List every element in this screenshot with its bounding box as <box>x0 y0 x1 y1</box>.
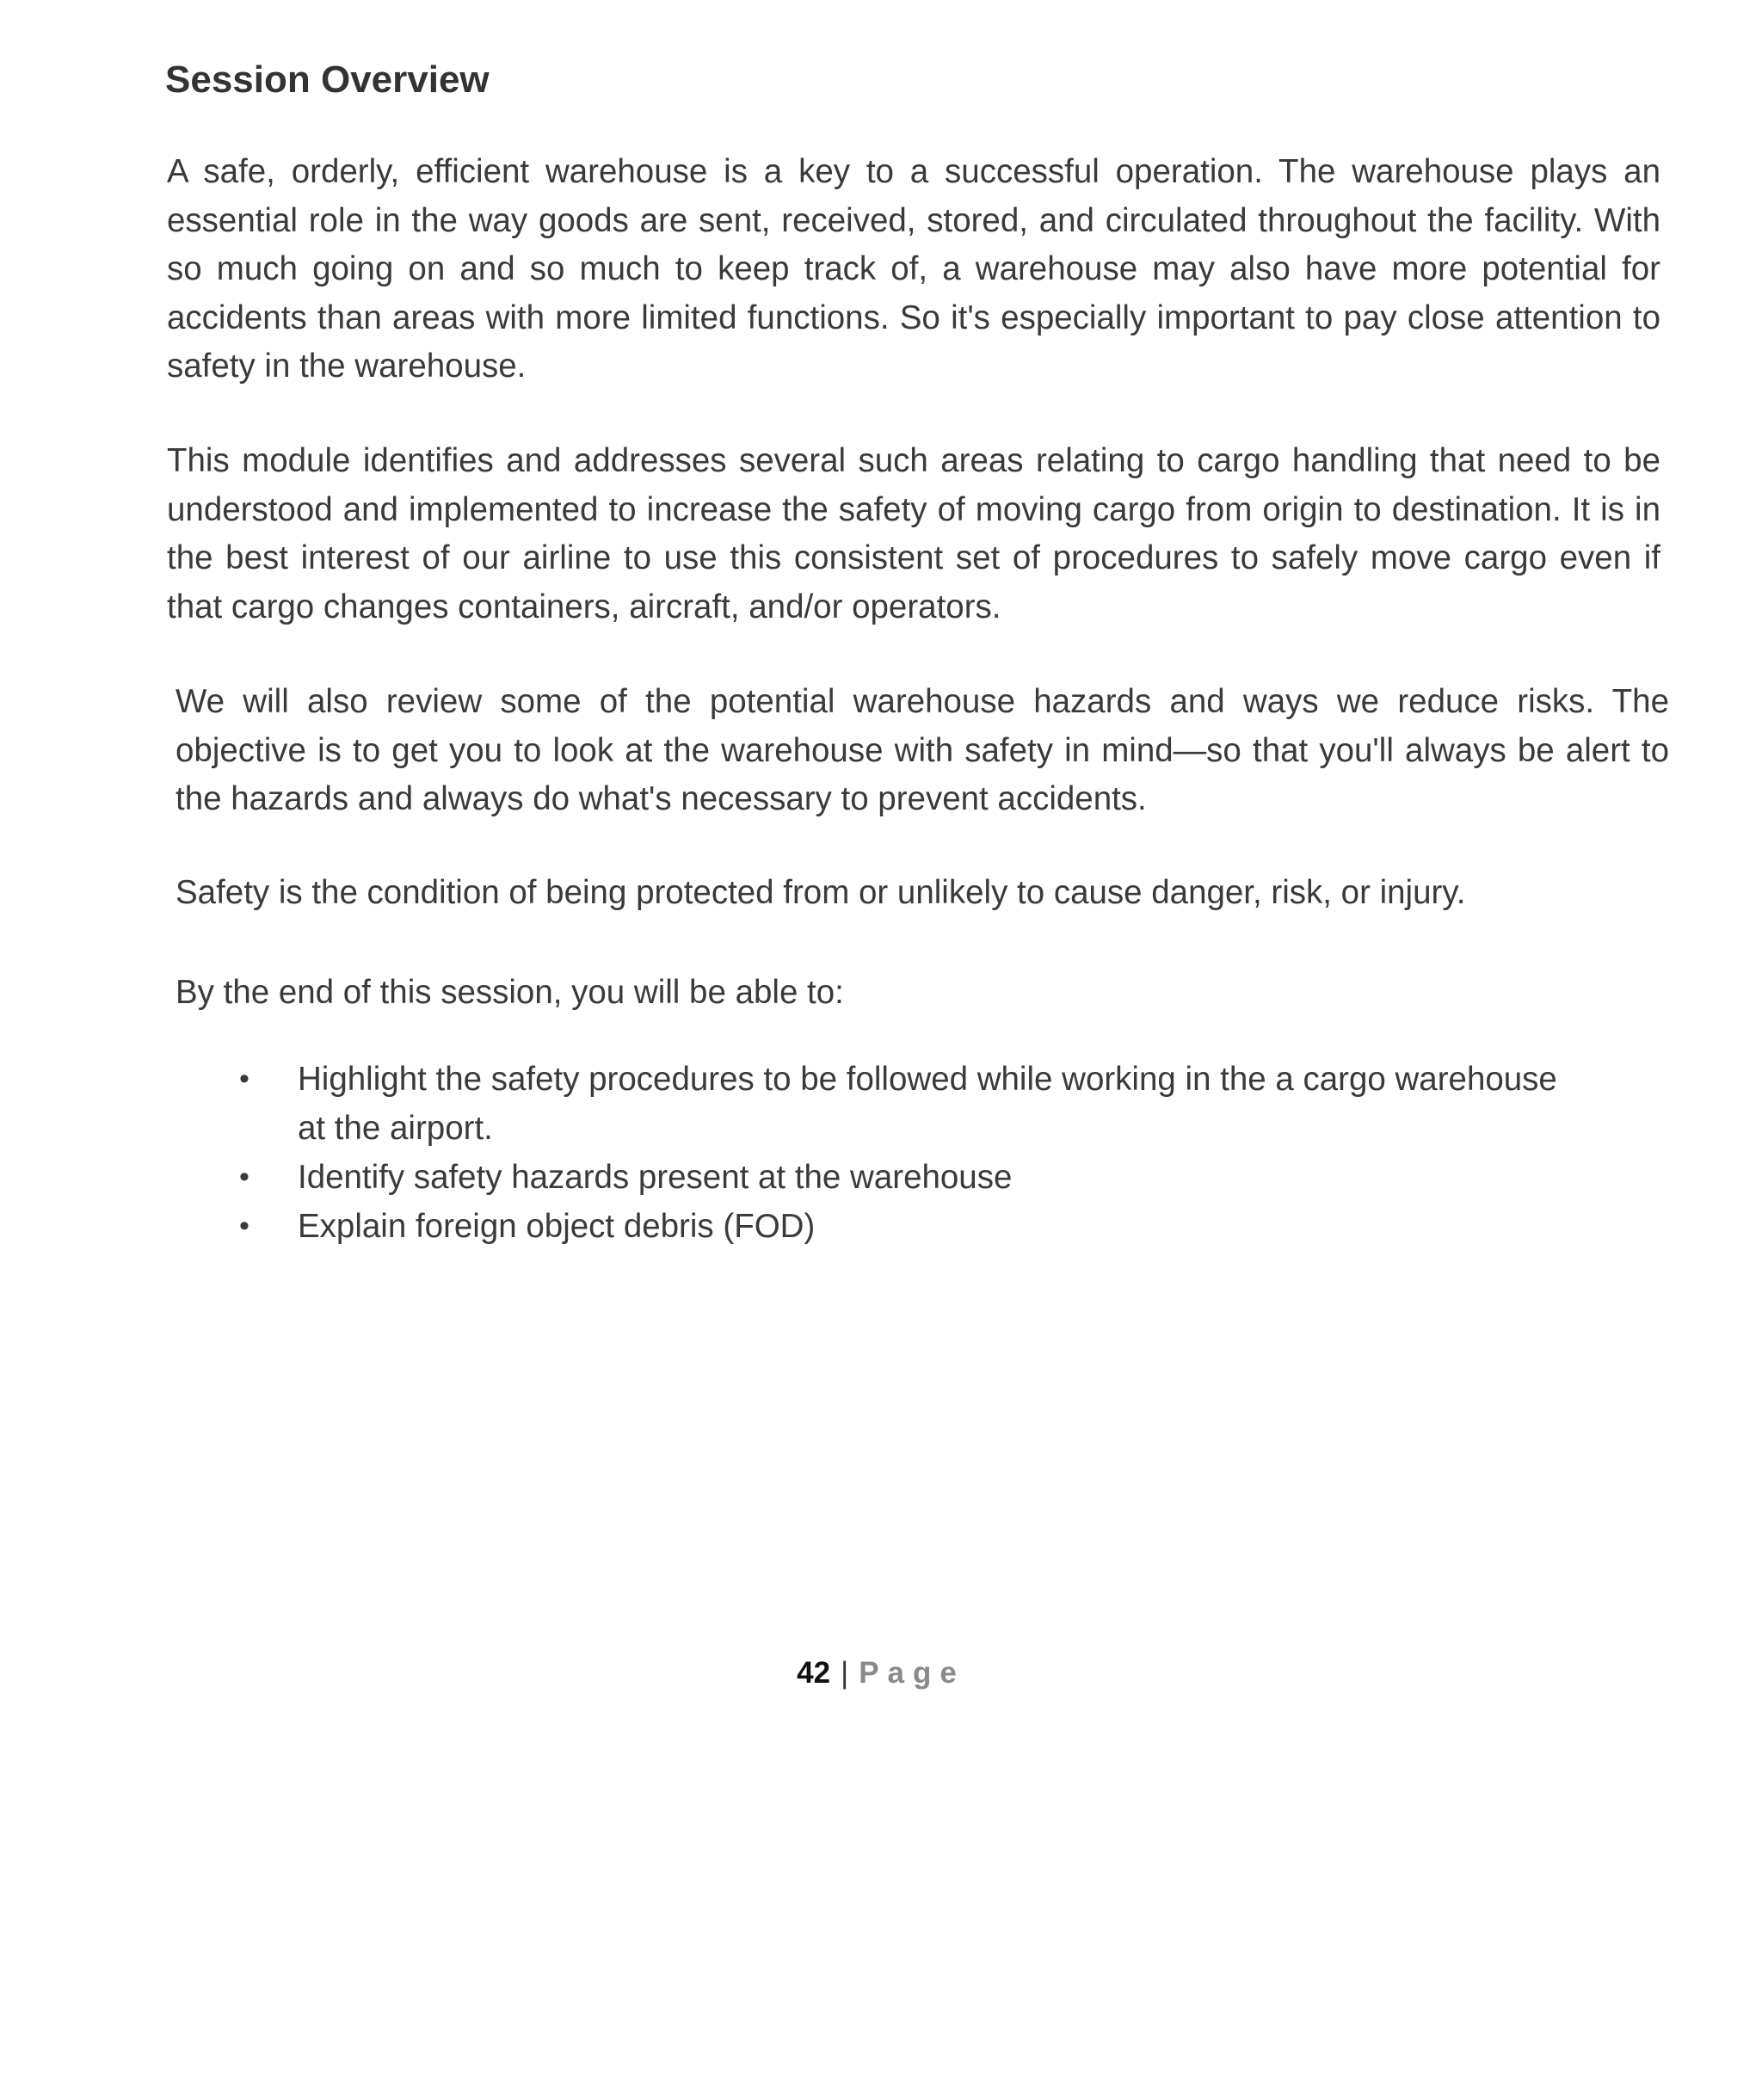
footer-separator: | <box>841 1656 849 1690</box>
objective-text: Highlight the safety procedures to be followed while working in the a cargo warehouse at the airport. <box>298 1061 1557 1147</box>
bullet-icon: • <box>239 1161 250 1193</box>
page-heading: Session Overview <box>165 59 490 101</box>
page-footer <box>0 1656 1762 1690</box>
list-item <box>224 1055 1566 1153</box>
safety-definition-paragraph: Safety is the condition of being protected from or unlikely to cause danger, risk, or injury. <box>176 874 1466 911</box>
module-paragraph: This module identifies and addresses several such areas relating to cargo handling that need to be understood and implemented to increase the safety of moving cargo from origin to destination. It is in the best interest of our airline to use this consistent set of procedures to safely move cargo even if that cargo changes containers, aircraft, and/or operators. <box>167 442 1660 625</box>
objectives-intro: By the end of this session, you will be able to: <box>176 974 844 1011</box>
list-item <box>224 1153 1566 1202</box>
objective-text: Identify safety hazards present at the warehouse <box>298 1159 1013 1196</box>
intro-paragraph: A safe, orderly, efficient warehouse is a key to a successful operation. The warehouse plays an essential role in the way goods are sent, received, stored, and circulated throughout the facility. With so much going on and so much to keep track of, a warehouse may also have more potential for accidents than areas with more limited functions. So it's especially important to pay close attention to safety in the warehouse. <box>167 153 1660 385</box>
list-item <box>224 1202 1566 1251</box>
page-label: Page <box>859 1656 965 1690</box>
bullet-icon: • <box>239 1210 250 1242</box>
objectives-list <box>224 1055 1566 1251</box>
objective-text: Explain foreign object debris (FOD) <box>298 1208 816 1245</box>
page-number: 42 <box>797 1656 831 1690</box>
bullet-icon: • <box>239 1062 250 1095</box>
hazards-paragraph: We will also review some of the potential warehouse hazards and ways we reduce risks. The objective is to get you to look at the warehouse with safety in mind—so that you'll always be alert to the hazards and always do what's necessary to prevent accidents. <box>176 683 1669 817</box>
